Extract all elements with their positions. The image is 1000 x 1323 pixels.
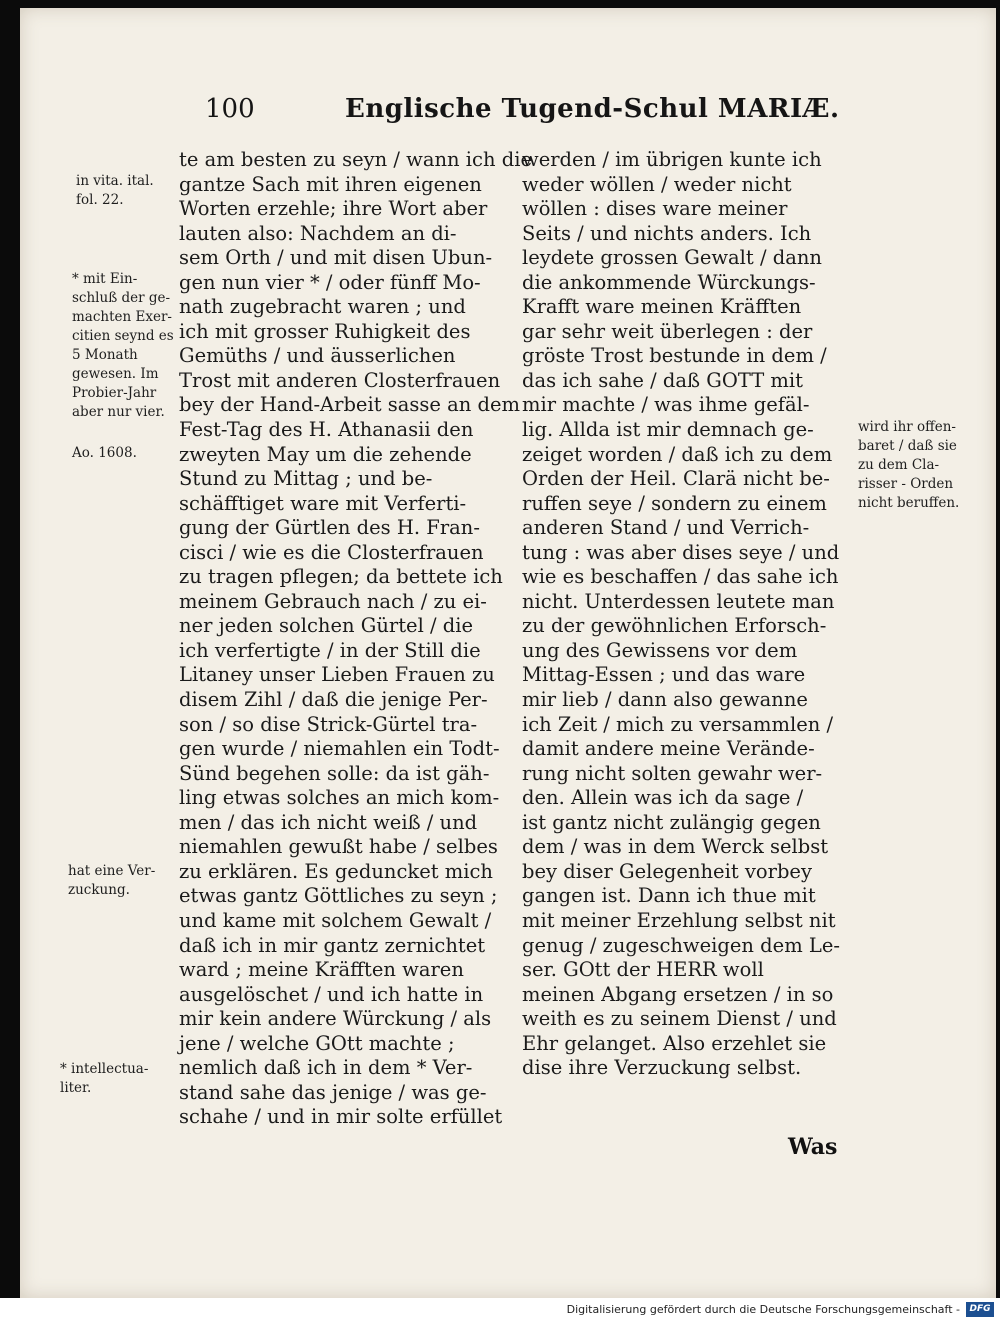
text-line: Sünd begehen solle: da ist gäh- [179, 761, 490, 785]
text-line: tung : was aber dises seye / und [522, 540, 840, 564]
text-line: zu tragen pflegen; da bettete ich [179, 565, 503, 589]
text-line: Gemüths / und äusserlichen [179, 344, 456, 368]
text-line: dise ihre Verzuckung selbst. [522, 1056, 802, 1080]
text-line: mit meiner Erzehlung selbst nit [522, 908, 836, 932]
margin-note-geoffenbaret [858, 418, 959, 513]
margin-note-line: citien seynd es [72, 328, 174, 344]
page-number: 100 [205, 94, 255, 124]
text-line: anderen Stand / und Verrich- [522, 516, 810, 540]
text-line: nath zugebracht waren ; und [179, 295, 466, 319]
dfg-logo: DFG [966, 1302, 994, 1317]
text-line: zeiget worden / daß ich zu dem [522, 442, 833, 466]
margin-note-line: hat eine Ver- [68, 863, 156, 879]
text-line: gen wurde / niemahlen ein Todt- [179, 737, 500, 761]
margin-note-line: machten Exer- [72, 309, 172, 325]
text-line: meinem Gebrauch nach / zu ei- [179, 589, 487, 613]
text-line: und kame mit solchem Gewalt / [179, 908, 492, 932]
text-line: schäfftiget ware mit Verferti- [179, 491, 467, 515]
text-line: Trost mit anderen Closterfrauen [179, 368, 501, 392]
text-line: die ankommende Würckungs- [522, 270, 816, 294]
text-line: niemahlen gewußt habe / selbes [179, 835, 498, 859]
text-line: mir machte / was ihme gefäl- [522, 393, 810, 417]
text-line: bey diser Gelegenheit vorbey [522, 859, 812, 883]
text-line: ausgelöschet / und ich hatte in [179, 982, 484, 1006]
margin-note-verzuckung [68, 862, 155, 900]
text-line: zu erklären. Es geduncket mich [179, 859, 493, 883]
text-column-left [179, 148, 532, 1130]
text-line: genug / zugeschweigen dem Le- [522, 933, 840, 957]
text-line: damit andere meine Verände- [522, 737, 815, 761]
book-page [20, 8, 996, 1298]
page-header [205, 94, 840, 134]
text-line: ung des Gewissens vor dem [522, 638, 798, 662]
text-line: ward ; meine Kräfften waren [179, 958, 464, 982]
text-line: stand sahe das jenige / was ge- [179, 1080, 487, 1104]
text-line: cisci / wie es die Closterfrauen [179, 540, 484, 564]
margin-note-year: Ao. 1608. [72, 445, 137, 461]
text-line: ner jeden solchen Gürtel / die [179, 614, 474, 638]
text-line: weith es zu seinem Dienst / und [522, 1007, 837, 1031]
text-line: Fest-Tag des H. Athanasii den [179, 418, 474, 442]
text-line: rung nicht solten gewahr wer- [522, 761, 823, 785]
text-line: Stund zu Mittag ; und be- [179, 467, 433, 491]
text-line: das ich sahe / daß GOTT mit [522, 368, 803, 392]
text-line: nicht. Unterdessen leutete man [522, 589, 835, 613]
text-line: meinen Abgang ersetzen / in so [522, 982, 834, 1006]
margin-note-einschluss [72, 270, 174, 422]
text-line: zu der gewöhnlichen Erforsch- [522, 614, 827, 638]
text-line: gen nun vier * / oder fünff Mo- [179, 270, 481, 294]
text-line: ling etwas solches an mich kom- [179, 786, 500, 810]
text-line: wöllen : dises ware meiner [522, 197, 788, 221]
text-line: Worten erzehle; ihre Wort aber [179, 197, 488, 221]
text-line: gröste Trost bestunde in dem / [522, 344, 827, 368]
text-line: Ehr gelanget. Also erzehlet sie [522, 1031, 827, 1055]
text-line: Mittag-Essen ; und das ware [522, 663, 806, 687]
text-column-right [522, 148, 857, 1081]
text-line: lauten also: Nachdem an di- [179, 221, 457, 245]
text-line: zweyten May um die zehende [179, 442, 472, 466]
text-line: den. Allein was ich da sage / [522, 786, 804, 810]
text-line: daß ich in mir gantz zernichtet [179, 933, 486, 957]
text-line: Litaney unser Lieben Frauen zu [179, 663, 495, 687]
text-line: ist gantz nicht zulängig gegen [522, 810, 821, 834]
text-line: disem Zihl / daß die jenige Per- [179, 688, 488, 712]
running-title: Englische Tugend-Schul MARIÆ. [345, 94, 840, 124]
text-line: jene / welche GOtt machte ; [179, 1031, 455, 1055]
text-line: ich Zeit / mich zu versammlen / [522, 712, 834, 736]
text-line: gantze Sach mit ihren eigenen [179, 172, 482, 196]
text-line: ser. GOtt der HERR woll [522, 958, 764, 982]
margin-note-line: 5 Monath [72, 347, 138, 363]
margin-note-line: baret / daß sie [858, 438, 957, 454]
margin-note-line: * intellectua- [60, 1061, 149, 1077]
text-line: gar sehr weit überlegen : der [522, 319, 813, 343]
margin-note-line: liter. [60, 1080, 92, 1096]
margin-note-line: zu dem Cla- [858, 457, 940, 473]
text-line: ich verfertigte / in der Still die [179, 638, 481, 662]
text-line: mir kein andere Würckung / als [179, 1007, 492, 1031]
text-line: nemlich daß ich in dem * Ver- [179, 1056, 473, 1080]
catchword: Was [788, 1134, 838, 1160]
margin-note-line: Probier-Jahr [72, 385, 157, 401]
margin-note-line: in vita. ital. [76, 173, 154, 189]
margin-note-line: schluß der ge- [72, 290, 171, 306]
margin-note-line: * mit Ein- [72, 271, 138, 287]
text-line: gangen ist. Dann ich thue mit [522, 884, 816, 908]
text-line: sem Orth / und mit disen Ubun- [179, 246, 493, 270]
text-line: Seits / und nichts anders. Ich [522, 221, 812, 245]
margin-note-line: fol. 22. [76, 192, 124, 208]
text-line: schahe / und in mir solte erfüllet [179, 1105, 503, 1129]
text-line: leydete grossen Gewalt / dann [522, 246, 822, 270]
text-line: lig. Allda ist mir demnach ge- [522, 418, 814, 442]
text-line: men / das ich nicht weiß / und [179, 810, 478, 834]
margin-note-vita [76, 172, 154, 210]
text-line: wie es beschaffen / das sahe ich [522, 565, 839, 589]
margin-note-line: wird ihr offen- [858, 419, 956, 435]
margin-note-line: risser - Orden [858, 476, 954, 492]
margin-note-intellectualiter [60, 1060, 148, 1098]
margin-note-line: gewesen. Im [72, 366, 159, 382]
text-line: werden / im übrigen kunte ich [522, 148, 822, 171]
margin-note-line: aber nur vier. [72, 404, 165, 420]
text-line: bey der Hand-Arbeit sasse an dem [179, 393, 521, 417]
text-line: ruffen seye / sondern zu einem [522, 491, 827, 515]
margin-note-line: zuckung. [68, 882, 130, 898]
text-line: Krafft ware meinen Kräfften [522, 295, 802, 319]
text-line: te am besten zu seyn / wann ich die [179, 148, 532, 171]
text-line: gung der Gürtlen des H. Fran- [179, 516, 480, 540]
text-line: etwas gantz Göttliches zu seyn ; [179, 884, 498, 908]
text-line: Orden der Heil. Clarä nicht be- [522, 467, 830, 491]
margin-note-line: nicht beruffen. [858, 495, 960, 511]
text-line: dem / was in dem Werck selbst [522, 835, 829, 859]
text-line: son / so dise Strick-Gürtel tra- [179, 712, 478, 736]
text-line: weder wöllen / weder nicht [522, 172, 792, 196]
footer-credit: Digitalisierung gefördert durch die Deutsche Forschungsgemeinschaft - [566, 1303, 960, 1316]
text-line: ich mit grosser Ruhigkeit des [179, 319, 471, 343]
footer-bar [0, 1298, 1000, 1323]
text-line: mir lieb / dann also gewanne [522, 688, 808, 712]
